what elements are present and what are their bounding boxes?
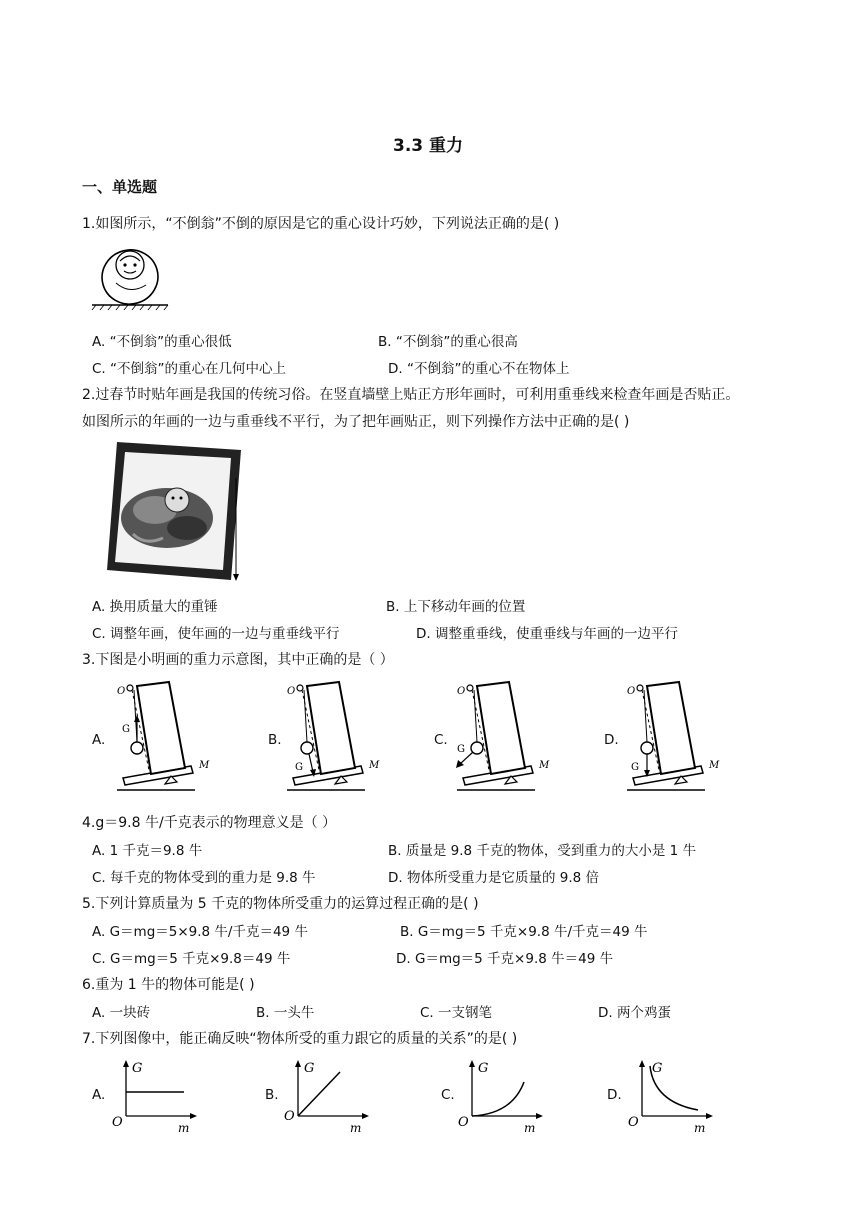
diagram-a-origin-label: O <box>117 686 126 697</box>
diagram-c-gravity-label: G <box>457 744 465 755</box>
question-7-option-d[interactable]: D. <box>607 1087 622 1103</box>
graph-d-y-label: G <box>652 1061 663 1076</box>
question-3-option-c[interactable]: C. <box>434 732 448 748</box>
question-3-stem: 3.下图是小明画的重力示意图，其中正确的是（ ） <box>82 652 394 668</box>
question-2-option-d[interactable]: D. 调整重垂线，使重垂线与年画的一边平行 <box>416 626 678 642</box>
graph-c-origin-label: O <box>458 1115 469 1130</box>
diagram-a-gravity-label: G <box>122 724 130 735</box>
question-5-stem: 5.下列计算质量为 5 千克的物体所受重力的运算过程正确的是( ) <box>82 896 479 912</box>
question-1-stem: 1.如图所示，“不倒翁”不倒的原因是它的重心设计巧妙，下列说法正确的是( ) <box>82 216 560 232</box>
question-1-option-b[interactable]: B. “不倒翁”的重心很高 <box>378 334 518 350</box>
diagram-c-origin-label: O <box>457 686 466 697</box>
gravity-diagram-a <box>115 680 225 798</box>
graph-b <box>282 1058 372 1134</box>
diagram-d-origin-label: O <box>627 686 636 697</box>
question-4-option-a[interactable]: A. 1 千克＝9.8 牛 <box>92 843 203 859</box>
question-5-option-c[interactable]: C. G＝mg＝5 千克×9.8＝49 牛 <box>92 951 291 967</box>
graph-c-y-label: G <box>478 1061 489 1076</box>
diagram-a-m-label: M <box>199 760 210 771</box>
question-4-option-c[interactable]: C. 每千克的物体受到的重力是 9.8 牛 <box>92 870 316 886</box>
question-3-option-a[interactable]: A. <box>92 732 106 748</box>
question-6-option-a[interactable]: A. 一块砖 <box>92 1005 151 1021</box>
question-3-option-b[interactable]: B. <box>268 732 282 748</box>
graph-a <box>110 1058 200 1134</box>
question-5-option-b[interactable]: B. G＝mg＝5 千克×9.8 牛/千克＝49 牛 <box>400 924 648 940</box>
graph-d <box>626 1058 716 1134</box>
question-1-option-a[interactable]: A. “不倒翁”的重心很低 <box>92 334 232 350</box>
diagram-d-gravity-label: G <box>631 762 639 773</box>
page-title: 3.3 重力 <box>393 136 464 156</box>
question-7-stem: 7.下列图像中，能正确反映“物体所受的重力跟它的质量的关系”的是( ) <box>82 1031 518 1047</box>
question-2-option-b[interactable]: B. 上下移动年画的位置 <box>386 599 526 615</box>
question-7-option-b[interactable]: B. <box>265 1087 279 1103</box>
graph-a-x-label: m <box>178 1121 190 1134</box>
tumbler-figure <box>90 243 170 311</box>
question-2-stem-line2: 如图所示的年画的一边与重垂线不平行，为了把年画贴正，则下列操作方法中正确的是( ) <box>82 414 630 430</box>
diagram-b-origin-label: O <box>287 686 296 697</box>
graph-d-x-label: m <box>694 1121 706 1134</box>
question-2-stem-line1: 2.过春节时贴年画是我国的传统习俗。在竖直墙壁上贴正方形年画时，可利用重垂线来检查年画是否贴正。 <box>82 387 740 403</box>
new-year-painting-figure <box>105 438 245 583</box>
question-6-stem: 6.重为 1 牛的物体可能是( ) <box>82 977 255 993</box>
gravity-diagram-b <box>285 680 395 798</box>
question-6-option-b[interactable]: B. 一头牛 <box>256 1005 315 1021</box>
graph-a-origin-label: O <box>112 1115 123 1130</box>
graph-c-x-label: m <box>524 1121 536 1134</box>
diagram-b-gravity-label: G <box>295 762 303 773</box>
graph-b-y-label: G <box>304 1061 315 1076</box>
question-4-option-d[interactable]: D. 物体所受重力是它质量的 9.8 倍 <box>388 870 600 886</box>
question-5-option-d[interactable]: D. G＝mg＝5 千克×9.8 牛＝49 牛 <box>396 951 614 967</box>
question-4-stem: 4.g＝9.8 牛/千克表示的物理意义是（ ） <box>82 815 337 831</box>
gravity-diagram-d <box>625 680 735 798</box>
diagram-d-m-label: M <box>709 760 720 771</box>
graph-c <box>456 1058 546 1134</box>
graph-d-origin-label: O <box>628 1115 639 1130</box>
question-7-option-c[interactable]: C. <box>441 1087 455 1103</box>
question-6-option-d[interactable]: D. 两个鸡蛋 <box>598 1005 671 1021</box>
graph-a-y-label: G <box>132 1061 143 1076</box>
question-5-option-a[interactable]: A. G＝mg＝5×9.8 牛/千克＝49 牛 <box>92 924 308 940</box>
diagram-c-m-label: M <box>539 760 550 771</box>
question-7-option-a[interactable]: A. <box>92 1087 106 1103</box>
diagram-b-m-label: M <box>369 760 380 771</box>
graph-b-origin-label: O <box>284 1109 295 1124</box>
question-1-option-c[interactable]: C. “不倒翁”的重心在几何中心上 <box>92 361 286 377</box>
question-2-option-c[interactable]: C. 调整年画，使年画的一边与重垂线平行 <box>92 626 340 642</box>
section-heading: 一、单选题 <box>82 178 158 196</box>
graph-b-x-label: m <box>350 1121 362 1134</box>
question-6-option-c[interactable]: C. 一支钢笔 <box>420 1005 493 1021</box>
question-4-option-b[interactable]: B. 质量是 9.8 千克的物体，受到重力的大小是 1 牛 <box>388 843 697 859</box>
question-1-option-d[interactable]: D. “不倒翁”的重心不在物体上 <box>388 361 570 377</box>
question-3-option-d[interactable]: D. <box>604 732 619 748</box>
question-2-option-a[interactable]: A. 换用质量大的重锤 <box>92 599 218 615</box>
gravity-diagram-c <box>455 680 565 798</box>
